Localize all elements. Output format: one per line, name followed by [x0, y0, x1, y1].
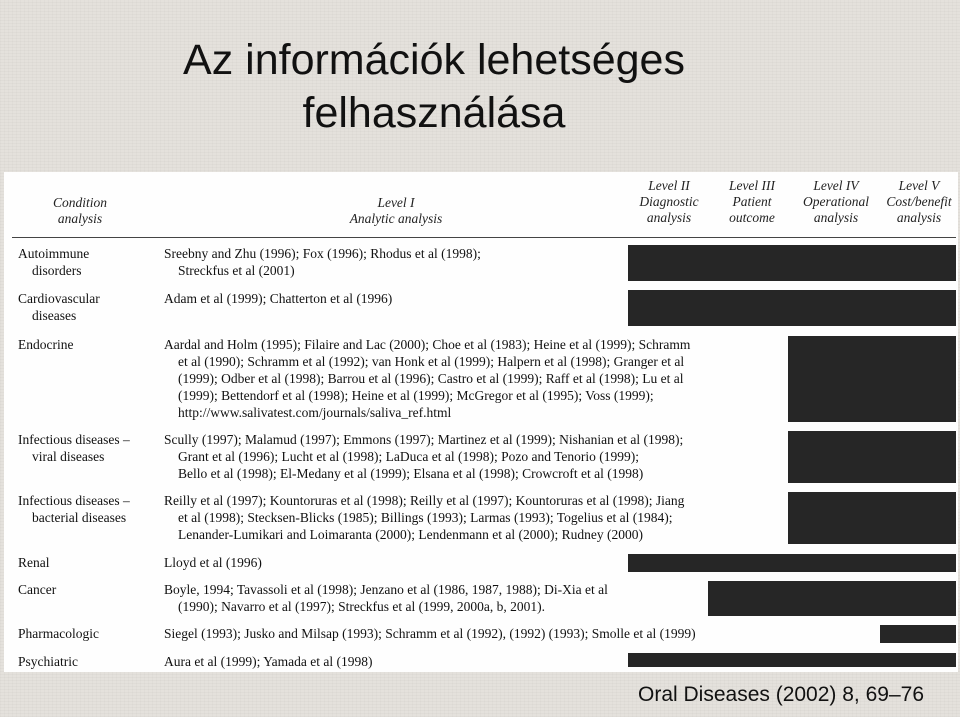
- source-citation: Oral Diseases (2002) 8, 69–76: [638, 683, 924, 706]
- level-bar-infectious-viral: [788, 431, 956, 483]
- row-refs-infectious-bacterial: Reilly et al (1997); Kountoruras et al (1998); Reilly et al (1997); Kountoruras et al (1998); Jiang et al (1998); Stecksen-Blicks (1985); Billings (1993); Larmas (1993); Togelius et al (1984); Lenander-Lumikari and Loimaranta (2000); Lendenmann et al (2000); Rudney (2000): [164, 493, 685, 542]
- slide-title: [0, 34, 868, 140]
- title-line-1: Az információk lehetséges: [183, 36, 685, 84]
- level-bar-psychiatric: [628, 653, 956, 667]
- row-condition-psychiatric: Psychiatric: [18, 654, 78, 669]
- row-condition-autoimmune: Autoimmune disorders: [18, 246, 90, 278]
- row-condition-cancer: Cancer: [18, 582, 57, 597]
- level-bar-infectious-bacterial: [788, 492, 956, 544]
- row-refs-cardiovascular: Adam et al (1999); Chatterton et al (1996): [164, 291, 393, 306]
- header-rule: [12, 237, 956, 238]
- row-condition-pharmacologic: Pharmacologic: [18, 626, 99, 641]
- row-condition-infectious-bacterial: Infectious diseases – bacterial diseases: [18, 493, 130, 525]
- row-refs-pharmacologic: Siegel (1993); Jusko and Milsap (1993); Schramm et al (1992), (1992) (1993); Smolle et al (1999): [164, 626, 696, 641]
- row-refs-endocrine: Aardal and Holm (1995); Filaire and Lac (2000); Choe et al (1983); Heine et al (1999); Schramm et al (1990); Schramm et al (1992); van Honk et al (1999); Halpern et al (1998); Granger et al (1999); Odber et al (1998); Barrou et al (1996); Castro et al (1999); Raff et al (1998); Lu et al (1999); Bettendorf et al (1998); Heine et al (1999); McGregor et al (1995); Voss (1999); http://www.salivatest.com/journals/saliva_ref.html: [164, 337, 691, 420]
- header-level-3: Level III Patient outcome: [728, 178, 776, 225]
- level-bar-cardiovascular: [628, 290, 956, 326]
- header-level-5: Level V Cost/benefit analysis: [886, 178, 952, 225]
- header-level-2: Level II Diagnostic analysis: [639, 178, 699, 225]
- header-condition-analysis: Condition analysis: [52, 195, 107, 226]
- level-bar-endocrine: [788, 336, 956, 422]
- level-bar-autoimmune: [628, 245, 956, 281]
- header-level-1: Level I Analytic analysis: [349, 195, 443, 226]
- level-bar-renal: [628, 554, 956, 572]
- row-refs-cancer: Boyle, 1994; Tavassoli et al (1998); Jenzano et al (1986, 1987, 1988); Di-Xia et al (1990); Navarro et al (1997); Streckfus et al (1999, 2000a, b, 2001).: [164, 582, 608, 614]
- row-refs-psychiatric: Aura et al (1999); Yamada et al (1998): [164, 654, 373, 669]
- row-refs-renal: Lloyd et al (1996): [164, 555, 262, 570]
- level-bar-cancer: [708, 581, 956, 616]
- row-refs-infectious-viral: Scully (1997); Malamud (1997); Emmons (1997); Martinez et al (1999); Nishanian et al (1998); Grant et al (1996); Lucht et al (1998); LaDuca et al (1998); Pozo and Tenorio (1999); Bello et al (1998); El-Medany et al (1999); Elsana et al (1998); Crowcroft et al (1998): [164, 432, 684, 481]
- row-condition-cardiovascular: Cardiovascular diseases: [18, 291, 100, 323]
- row-condition-renal: Renal: [18, 555, 50, 570]
- row-condition-infectious-viral: Infectious diseases – viral diseases: [18, 432, 130, 464]
- levels-table: [4, 172, 958, 672]
- level-bar-pharmacologic: [880, 625, 956, 643]
- title-line-2: felhasználása: [302, 89, 566, 137]
- row-refs-autoimmune: Sreebny and Zhu (1996); Fox (1996); Rhodus et al (1998); Streckfus et al (2001): [164, 246, 481, 278]
- row-condition-endocrine: Endocrine: [18, 337, 74, 352]
- header-level-4: Level IV Operational analysis: [803, 178, 869, 225]
